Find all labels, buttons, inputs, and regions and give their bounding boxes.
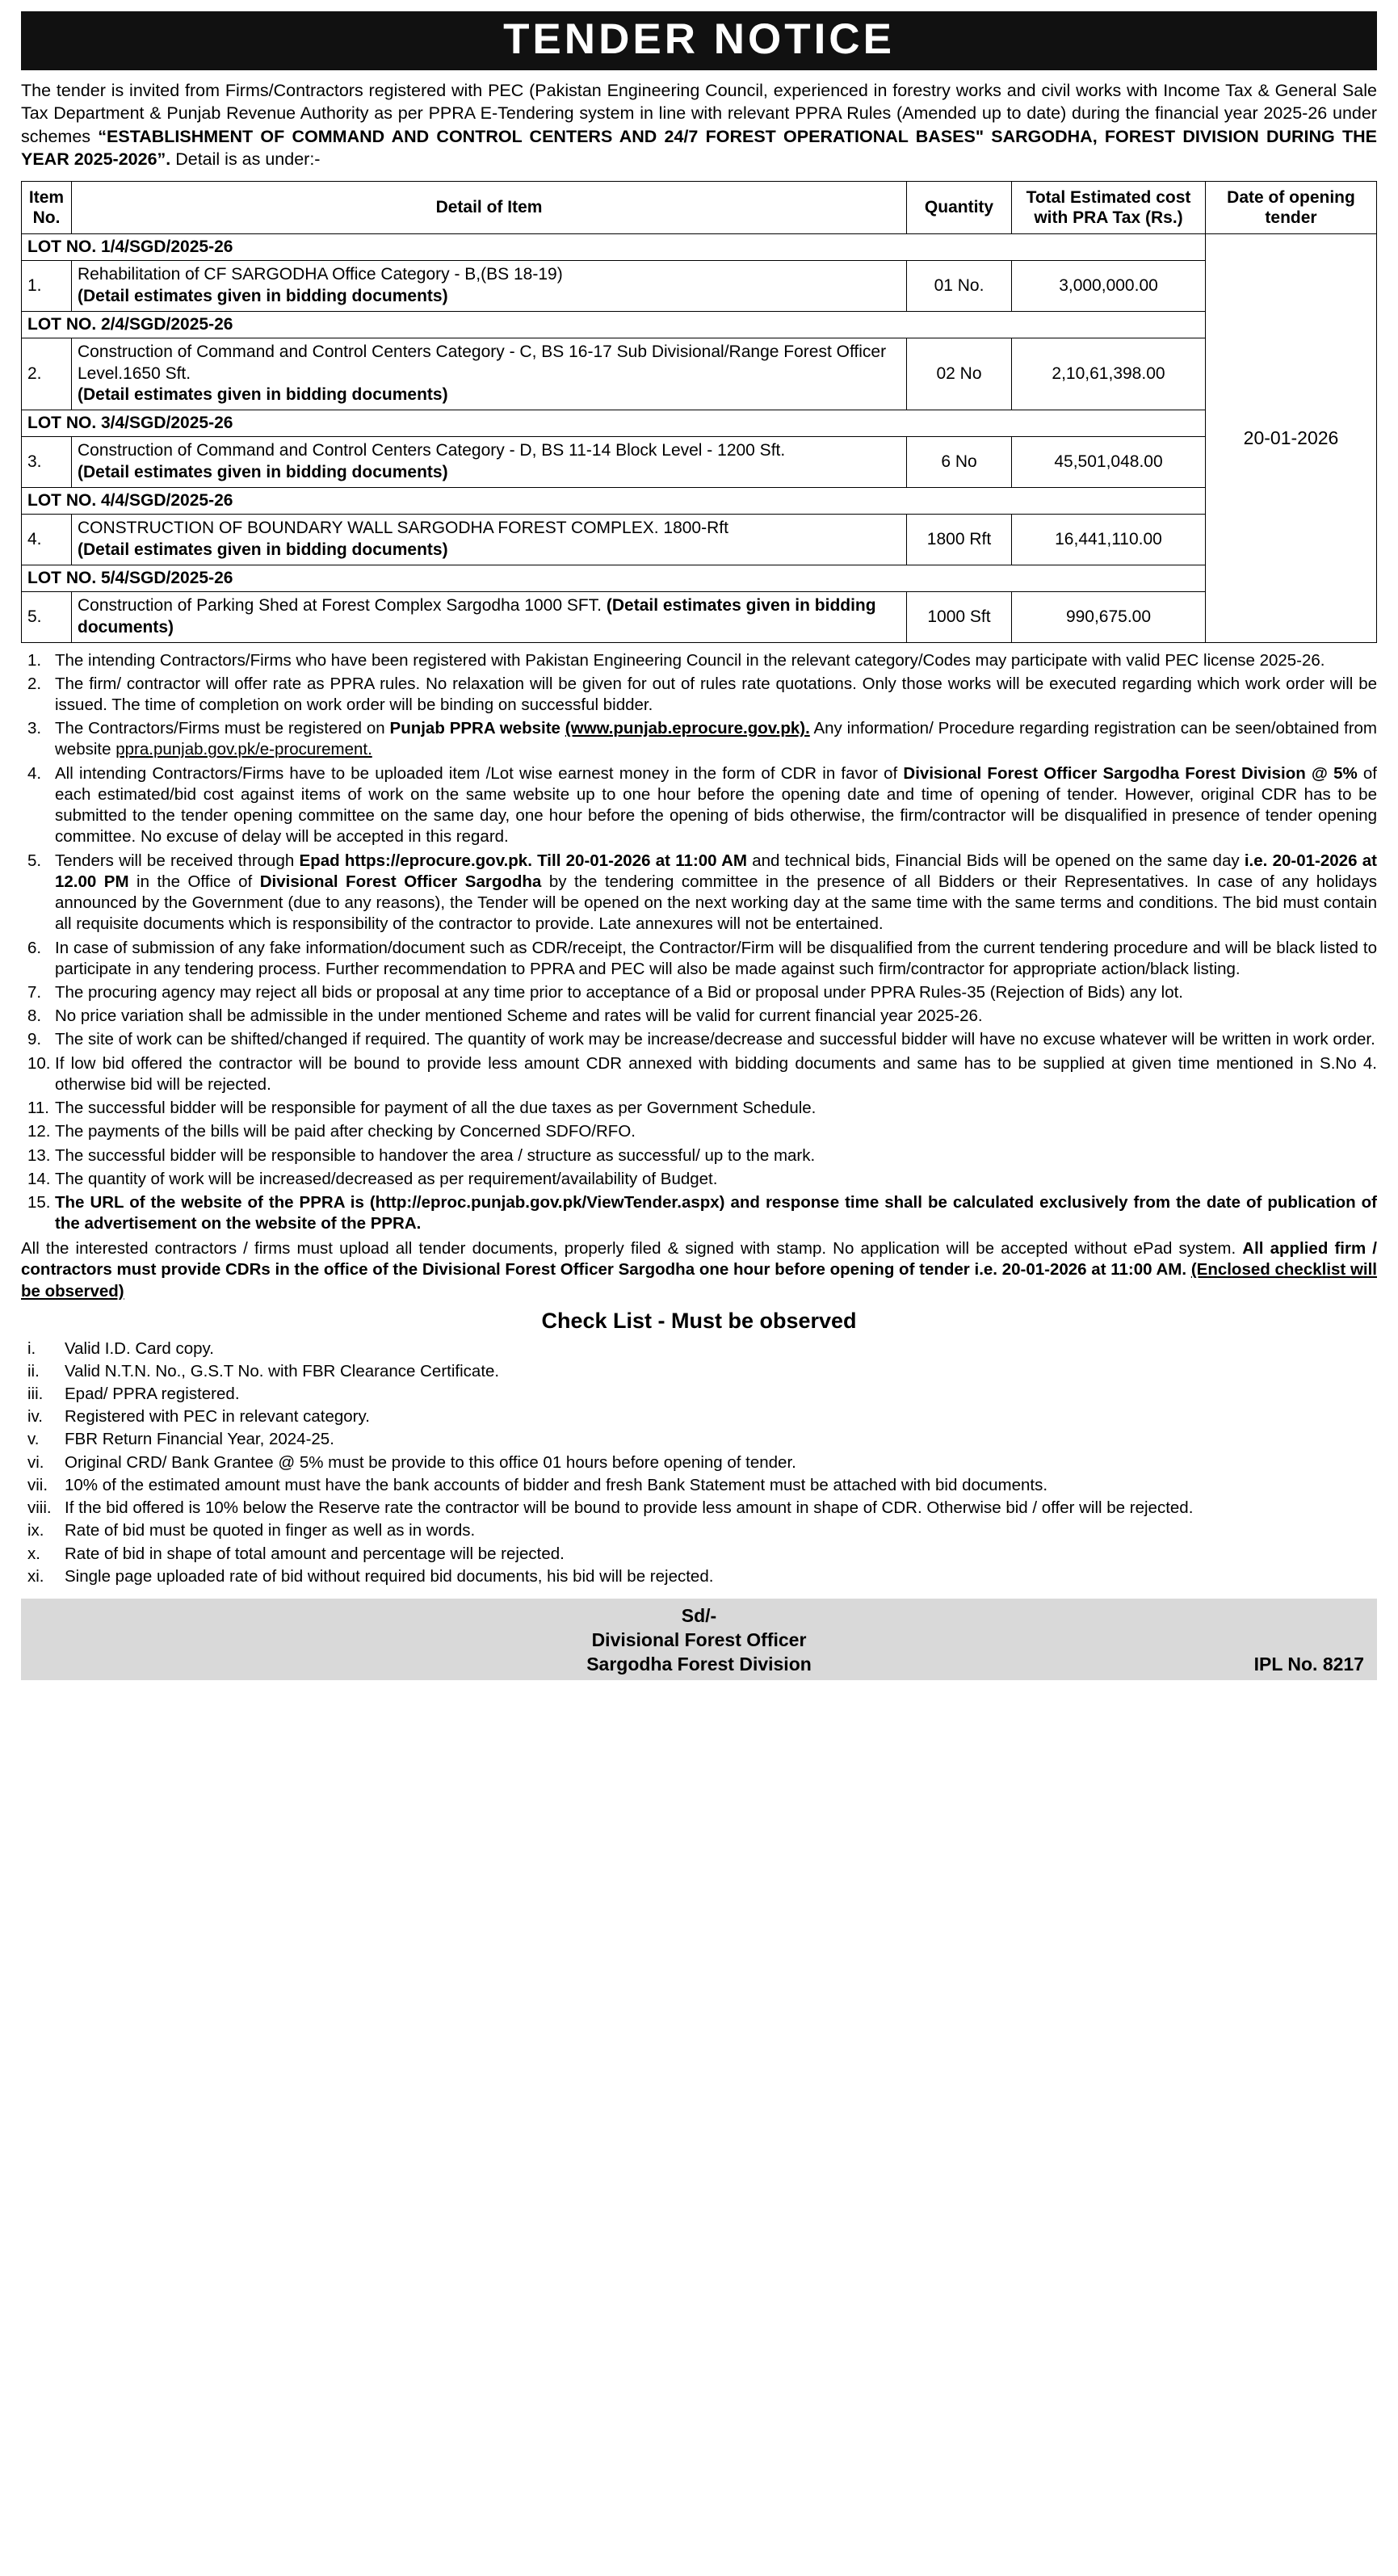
footer-division: Sargodha Forest Division [586, 1653, 812, 1675]
condition-text: The successful bidder will be responsible for payment of all the due taxes as per Government Schedule. [55, 1099, 817, 1118]
intro-scheme-name: “ESTABLISHMENT OF COMMAND AND CONTROL CENTERS AND 24/7 FOREST OPERATIONAL BASES" SARGODHA, FOREST DIVISION DURING THE YEAR 2025-2026”. [21, 126, 1377, 170]
condition-text: No price variation shall be admissible in the under mentioned Scheme and rates will be valid for current financial year 2025-26. [55, 1006, 983, 1026]
cell-quantity: 01 No. [907, 260, 1012, 311]
checklist-item [21, 1429, 1377, 1450]
detail-note: (Detail estimates given in bidding documents) [78, 595, 876, 637]
lot-header-row [22, 233, 1377, 260]
condition-index: 14. [27, 1169, 51, 1188]
checklist-index: viii. [27, 1498, 52, 1518]
cell-detail [72, 515, 907, 565]
detail-note: (Detail estimates given in bidding documents) [78, 286, 448, 305]
condition-item [21, 1121, 1377, 1142]
checklist-index: x. [27, 1544, 40, 1563]
checklist-text: Valid N.T.N. No., G.S.T No. with FBR Clearance Certificate. [65, 1361, 500, 1380]
cell-detail [72, 260, 907, 311]
condition-index: 1. [27, 650, 42, 670]
condition-text: The site of work can be shifted/changed if required. The quantity of work may be increase/decrease and successful bidder will have no excuse whatever will be written in work order. [55, 1030, 1375, 1049]
conditions-list [21, 650, 1377, 1235]
checklist-text: Rate of bid must be quoted in finger as well as in words. [65, 1521, 476, 1540]
condition-text: Tenders will be received through Epad https://eprocure.gov.pk. Till 20-01-2026 at 11:00 AM and technical bids, Financial Bids will be opened on the same day i.e. 20-01-2026 at 12.00 PM in the Office of Divisional Forest Officer Sargodha by the tendering committee in the presence of all Bidders or their Representatives. In case of any holidays announced by the Government (due to any reasons), the Tender will be opened on the next working day at the same time with the same terms and conditions. The bid must contain all requisite documents which is responsibility of the contractor to provide. Late annexures will not be entertained. [55, 851, 1377, 934]
checklist-item [21, 1406, 1377, 1427]
condition-index: 9. [27, 1030, 42, 1049]
footer-sd: Sd/- [681, 1605, 717, 1627]
checklist-item [21, 1498, 1377, 1519]
checklist-index: iii. [27, 1384, 44, 1403]
cell-cost: 2,10,61,398.00 [1012, 338, 1206, 410]
condition-item [21, 1145, 1377, 1166]
table-header-row [22, 181, 1377, 233]
checklist-title: Check List - Must be observed [541, 1308, 857, 1333]
condition-index: 5. [27, 851, 42, 870]
cell-cost: 3,000,000.00 [1012, 260, 1206, 311]
cell-detail [72, 338, 907, 410]
condition-index: 10. [27, 1053, 51, 1073]
opening-date: 20-01-2026 [1206, 233, 1377, 642]
cell-item-no: 4. [22, 515, 72, 565]
condition-item [21, 1098, 1377, 1119]
lot-number: LOT NO. 5/4/SGD/2025-26 [22, 565, 1206, 591]
checklist-text: Registered with PEC in relevant category. [65, 1407, 370, 1427]
checklist-item [21, 1520, 1377, 1541]
condition-text: If low bid offered the contractor will be bound to provide less amount CDR annexed with bidding documents and same has to be supplied at given time mentioned in S.No 4. otherwise bid will be rejected. [55, 1053, 1377, 1094]
condition-index: 13. [27, 1145, 51, 1165]
footer [21, 1599, 1377, 1680]
lot-number: LOT NO. 3/4/SGD/2025-26 [22, 410, 1206, 437]
condition-text: In case of submission of any fake information/document such as CDR/receipt, the Contractor/Firm will be disqualified from the current tendering procedure and will be black listed to participate in any tendering process. Further recommendation to PPRA and PEC will also be made against such firm/contractor for appropriate action/black listing. [55, 938, 1377, 978]
cell-detail [72, 437, 907, 488]
checklist-index: ix. [27, 1521, 44, 1540]
condition-text: The firm/ contractor will offer rate as PPRA rules. No relaxation will be given for out of rules rate quotations. Only those works will be executed regarding which work order will be issued. The time of completion on work order will be binding on successful bidder. [55, 674, 1377, 714]
condition-index: 2. [27, 674, 42, 693]
cell-quantity: 6 No [907, 437, 1012, 488]
checklist-index: v. [27, 1430, 40, 1449]
checklist-text: If the bid offered is 10% below the Reserve rate the contractor will be bound to provide less amount in shape of CDR. Otherwise bid / offer will be rejected. [65, 1498, 1194, 1518]
detail-note: (Detail estimates given in bidding documents) [78, 540, 448, 559]
checklist-index: vi. [27, 1452, 44, 1472]
header-date: Date of opening tender [1206, 181, 1377, 233]
detail-note: (Detail estimates given in bidding documents) [78, 385, 448, 405]
cell-quantity: 1000 Sft [907, 591, 1012, 642]
cell-detail [72, 591, 907, 642]
condition-item [21, 763, 1377, 848]
condition-text: The quantity of work will be increased/decreased as per requirement/availability of Budget. [55, 1169, 718, 1188]
checklist [21, 1338, 1377, 1588]
checklist-item [21, 1384, 1377, 1405]
footer-office: Divisional Forest Officer [591, 1628, 807, 1650]
condition-item [21, 1053, 1377, 1095]
condition-index: 3. [27, 719, 42, 738]
checklist-text: Original CRD/ Bank Grantee @ 5% must be provide to this office 01 hours before opening of tender. [65, 1452, 796, 1472]
condition-item [21, 650, 1377, 671]
cell-cost: 16,441,110.00 [1012, 515, 1206, 565]
checklist-index: ii. [27, 1361, 40, 1380]
cell-quantity: 1800 Rft [907, 515, 1012, 565]
condition-index: 7. [27, 983, 42, 1002]
condition-index: 8. [27, 1006, 42, 1026]
header-item-no: Item No. [22, 181, 72, 233]
checklist-item [21, 1475, 1377, 1496]
detail-note: (Detail estimates given in bidding documents) [78, 463, 448, 482]
checklist-text: Valid I.D. Card copy. [65, 1338, 214, 1358]
table-row [22, 338, 1377, 410]
cell-quantity: 02 No [907, 338, 1012, 410]
condition-text: All intending Contractors/Firms have to be uploaded item /Lot wise earnest money in the form of CDR in favor of Divisional Forest Officer Sargodha Forest Division @ 5% of each estimated/bid cost against items of work on the same website up to one hour before the opening date and time of opening of tender. However, original CDR has to be submitted to the tender opening committee on the same day, one hour before the opening of bids otherwise, the firm/contractor will be disqualified in presence of tender opening committee. No excuse of delay will be accepted in this regard. [55, 763, 1378, 847]
table-row [22, 515, 1377, 565]
lot-number: LOT NO. 1/4/SGD/2025-26 [22, 233, 1206, 260]
condition-index: 11. [27, 1099, 49, 1118]
condition-item [21, 718, 1377, 760]
condition-item [21, 1029, 1377, 1050]
condition-item [21, 982, 1377, 1003]
checklist-text: Single page uploaded rate of bid without required bid documents, his bid will be rejected. [65, 1566, 714, 1586]
lot-header-row [22, 311, 1377, 338]
ipl-number: IPL No. 8217 [1253, 1653, 1364, 1675]
intro-part2: Detail is as under:- [170, 149, 321, 170]
condition-item [21, 938, 1377, 980]
condition-text: The URL of the website of the PPRA is (http://eproc.punjab.gov.pk/ViewTender.aspx) and response time shall be calculated exclusively from the date of publication of the advertisement on the website of the PPRA. [55, 1193, 1377, 1233]
checklist-item [21, 1338, 1377, 1359]
detail-text: Construction of Command and Control Centers Category - C, BS 16-17 Sub Divisional/Range Forest Officer Level.1650 Sft. [78, 342, 887, 383]
detail-text: Rehabilitation of CF SARGODHA Office Category - B,(BS 18-19) [78, 264, 563, 284]
header-detail: Detail of Item [72, 181, 907, 233]
condition-item [21, 674, 1377, 716]
detail-text: Construction of Command and Control Centers Category - D, BS 11-14 Block Level - 1200 Sft. [78, 441, 786, 460]
lot-header-row [22, 410, 1377, 437]
condition-index: 6. [27, 938, 42, 957]
condition-item [21, 1169, 1377, 1190]
checklist-item [21, 1361, 1377, 1382]
cell-item-no: 5. [22, 591, 72, 642]
condition-text: The payments of the bills will be paid after checking by Concerned SDFO/RFO. [55, 1122, 636, 1141]
lot-number: LOT NO. 4/4/SGD/2025-26 [22, 488, 1206, 515]
checklist-text: Epad/ PPRA registered. [65, 1384, 240, 1403]
checklist-item [21, 1452, 1377, 1473]
cell-cost: 990,675.00 [1012, 591, 1206, 642]
condition-item [21, 1006, 1377, 1027]
checklist-item [21, 1544, 1377, 1565]
cell-item-no: 2. [22, 338, 72, 410]
tail-paragraph: All the interested contractors / firms must upload all tender documents, properly filed & signed with stamp. No application will be accepted without ePad system. All applied firm / contractors must provide CDRs in the office of the Divisional Forest Officer Sargodha one hour before opening of tender i.e. 20-01-2026 at 11:00 AM. (Enclosed checklist will be observed) [21, 1238, 1378, 1301]
condition-item [21, 851, 1377, 935]
table-row [22, 591, 1377, 642]
cell-item-no: 3. [22, 437, 72, 488]
lot-header-row [22, 565, 1377, 591]
condition-text: The Contractors/Firms must be registered on Punjab PPRA website (www.punjab.eprocure.gov.pk). Any information/ Procedure regarding registration can be seen/obtained from website ppra.punjab.gov.pk/e-procurement. [55, 719, 1377, 759]
condition-index: 4. [27, 763, 42, 783]
table-row [22, 260, 1377, 311]
header-quantity: Quantity [907, 181, 1012, 233]
condition-text: The procuring agency may reject all bids or proposal at any time prior to acceptance of a Bid or proposal under PPRA Rules-35 (Rejection of Bids) any lot. [55, 983, 1183, 1002]
detail-text: Construction of Parking Shed at Forest Complex Sargodha 1000 SFT. [78, 595, 607, 615]
intro-part1: The tender is invited from Firms/Contractors registered with PEC (Pakistan Engineering Council, experienced in forestry works and civil works with Income Tax & General Sale Tax Department & Punjab Revenue Authority as per PPRA E-Tendering system in line with relevant PPRA Rules (Amended up to date) during the financial year 2025-26 under schemes [21, 81, 1377, 146]
checklist-item [21, 1566, 1377, 1587]
checklist-index: i. [27, 1338, 36, 1358]
detail-text: CONSTRUCTION OF BOUNDARY WALL SARGODHA FOREST COMPLEX. 1800-Rft [78, 519, 728, 537]
intro-paragraph [21, 79, 1377, 171]
cell-cost: 45,501,048.00 [1012, 437, 1206, 488]
checklist-text: Rate of bid in shape of total amount and percentage will be rejected. [65, 1544, 565, 1563]
cell-item-no: 1. [22, 260, 72, 311]
condition-text: The successful bidder will be responsible to handover the area / structure as successful/ up to the mark. [55, 1145, 816, 1165]
table-row [22, 437, 1377, 488]
condition-item [21, 1192, 1377, 1234]
condition-index: 12. [27, 1122, 51, 1141]
checklist-text: FBR Return Financial Year, 2024-25. [65, 1430, 334, 1449]
header-cost: Total Estimated cost with PRA Tax (Rs.) [1012, 181, 1206, 233]
condition-text: The intending Contractors/Firms who have been registered with Pakistan Engineering Council in the relevant category/Codes may participate with valid PEC license 2025-26. [55, 650, 1325, 670]
checklist-index: xi. [27, 1566, 44, 1586]
lot-header-row [22, 488, 1377, 515]
checklist-index: iv. [27, 1407, 43, 1427]
condition-index: 15. [27, 1193, 51, 1212]
lot-number: LOT NO. 2/4/SGD/2025-26 [22, 311, 1206, 338]
items-table [21, 181, 1377, 643]
checklist-index: vii. [27, 1475, 48, 1494]
checklist-text: 10% of the estimated amount must have the bank accounts of bidder and fresh Bank Statement must be attached with bid documents. [65, 1475, 1048, 1494]
page-title: TENDER NOTICE [21, 11, 1377, 70]
